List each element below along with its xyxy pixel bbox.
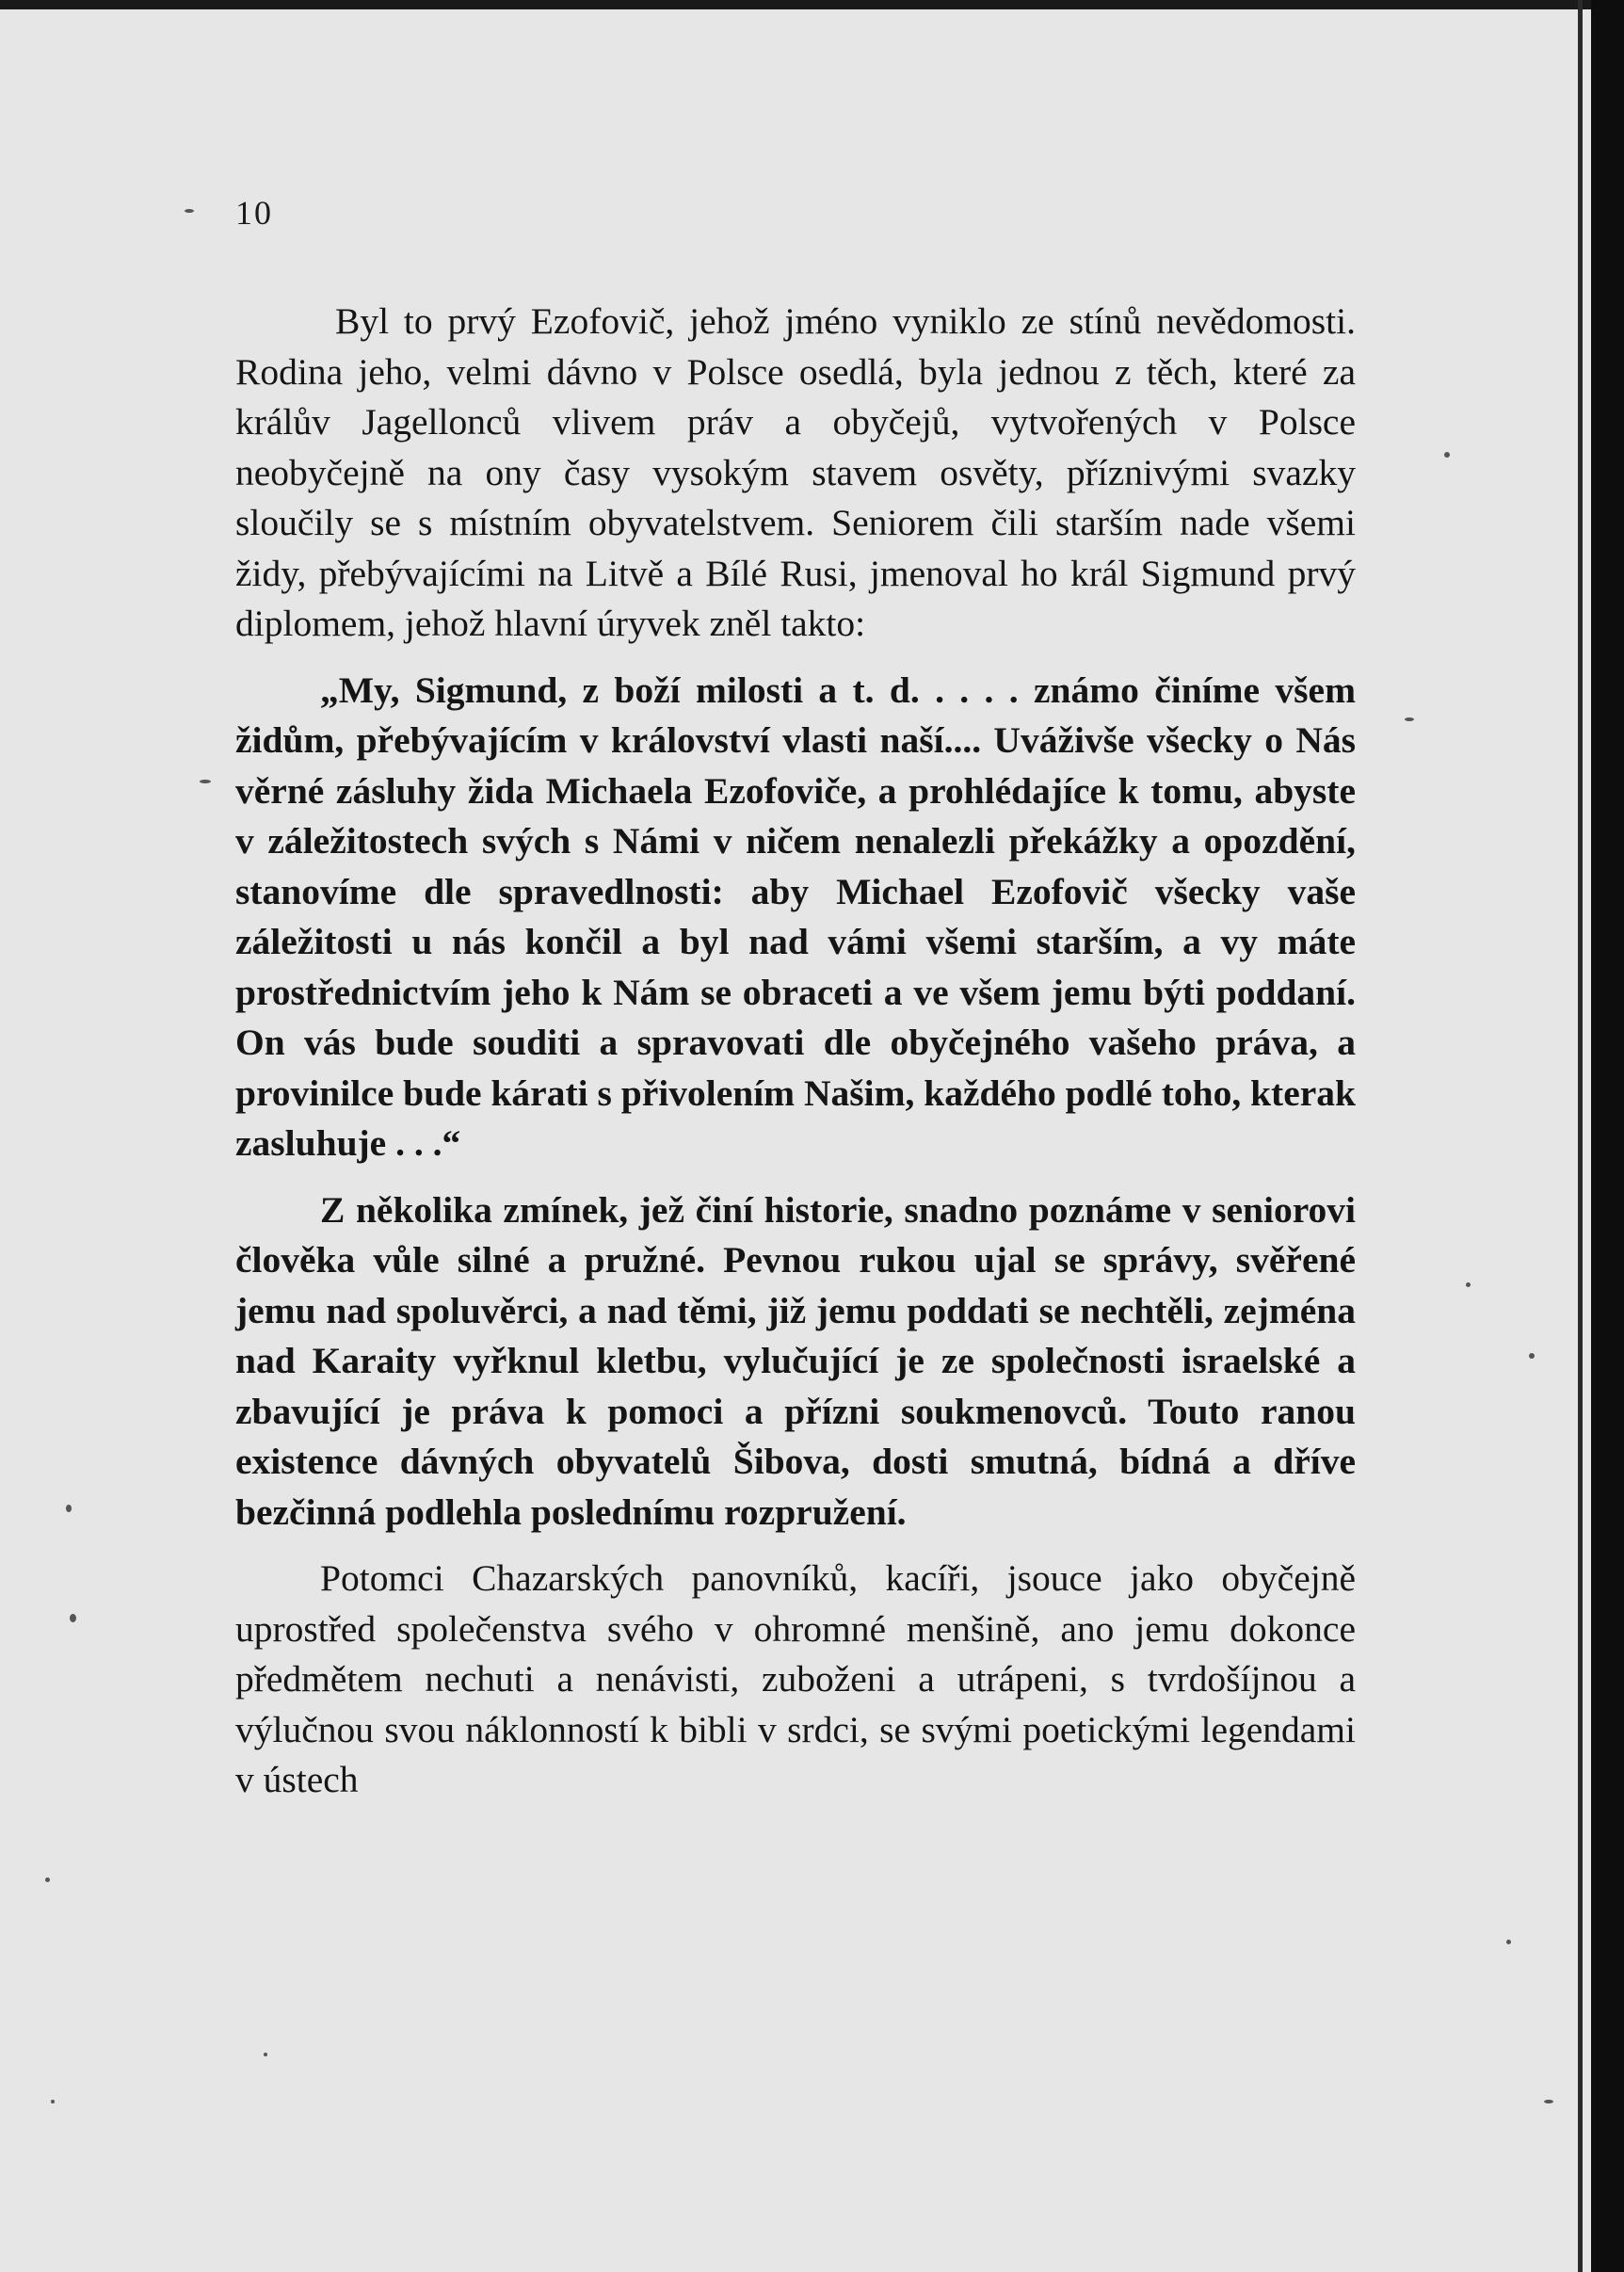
scan-speck [1506,1940,1511,1944]
scan-speck [70,1614,76,1622]
scan-speck [1529,1353,1535,1359]
scan-speck [185,209,194,213]
scan-top-edge [0,0,1591,9]
page-fold-line [1578,0,1583,2272]
scan-speck [1444,452,1450,458]
paragraph-diploma-quote: „My, Sigmund, z boží milosti a t. d. . . . . známo činíme všem židům, přebývajícím v království vlasti naší.... Uváživše všecky o Nás věrné zásluhy žida Michaela Ezofoviče, a prohlédajíce k tomu, abyste v záležitostech svých s Námi v ničem nenalezli překážky a opozdění, stanovíme dle spravedlnosti: aby Michael Ezofovič všecky vaše záležitosti u nás končil a byl nad vámi všemi starším, a vy máte prostřednictvím jeho k Nám se obraceti a ve všem jemu býti poddaní. On vás bude souditi a spravovati dle obyčejného vašeho práva, a provinilce bude kárati s přivolením Našim, každého podlé toho, kterak zasluhuje . . .“ [235,669,1356,1164]
scan-speck [51,2100,55,2103]
scan-speck [1466,1282,1471,1287]
paragraph-senior-character: Z několika zmínek, jež činí historie, snadno poznáme v seniorovi člověka vůle silné a pružné. Pevnou rukou ujal se správy, svěřené jemu nad spoluvěrci, a nad těmi, již jemu poddati se nechtěli, zejména nad Karaity vyřknul kletbu, vylučující je ze společnosti israelské a zbavující je práva k pomoci a přízni soukmenovců. Touto ranou existence dávných obyvatelů Šibova, dosti smutná, bídná a dříve bezčinná podlehla poslednímu rozpružení. [235,1188,1356,1533]
page-number: 10 [235,194,273,232]
scan-right-edge [1591,0,1624,2272]
scan-speck [45,1877,50,1882]
scan-speck [66,1505,72,1512]
paragraph-chazar-descendants: Potomci Chazarských panovníků, kacíři, jsouce jako obyčejně uprostřed společenstva svého v ohromné menšině, ano jemu dokonce předmětem nechuti a nenávisti, zuboženi a utrápeni, s tvrdošíjnou a výlučnou svou náklonností k bibli v srdci, se svými poetickými legendami v ústech [235,1557,1356,1800]
scan-speck [1405,717,1414,721]
body-text [235,297,1356,1806]
scan-speck [200,780,211,783]
scan-speck [264,2053,267,2056]
scan-speck [1544,2100,1553,2103]
paragraph-ezofovic-intro: Byl to prvý Ezofovič, jehož jméno vyniklo ze stínů nevědomosti. Rodina jeho, velmi dávno v Polsce osedlá, byla jednou z těch, které za králův Jagellonců vlivem práv a obyčejů, vytvořených v Polsce neobyčejně na ony časy vysokým stavem osvěty, příznivými svazky sloučily se s místním obyvatelstvem. Seniorem čili starším nade všemi židy, přebývajícími na Litvě a Bílé Rusi, jmenoval ho král Sigmund prvý diplomem, jehož hlavní úryvek zněl takto: [235,300,1356,644]
